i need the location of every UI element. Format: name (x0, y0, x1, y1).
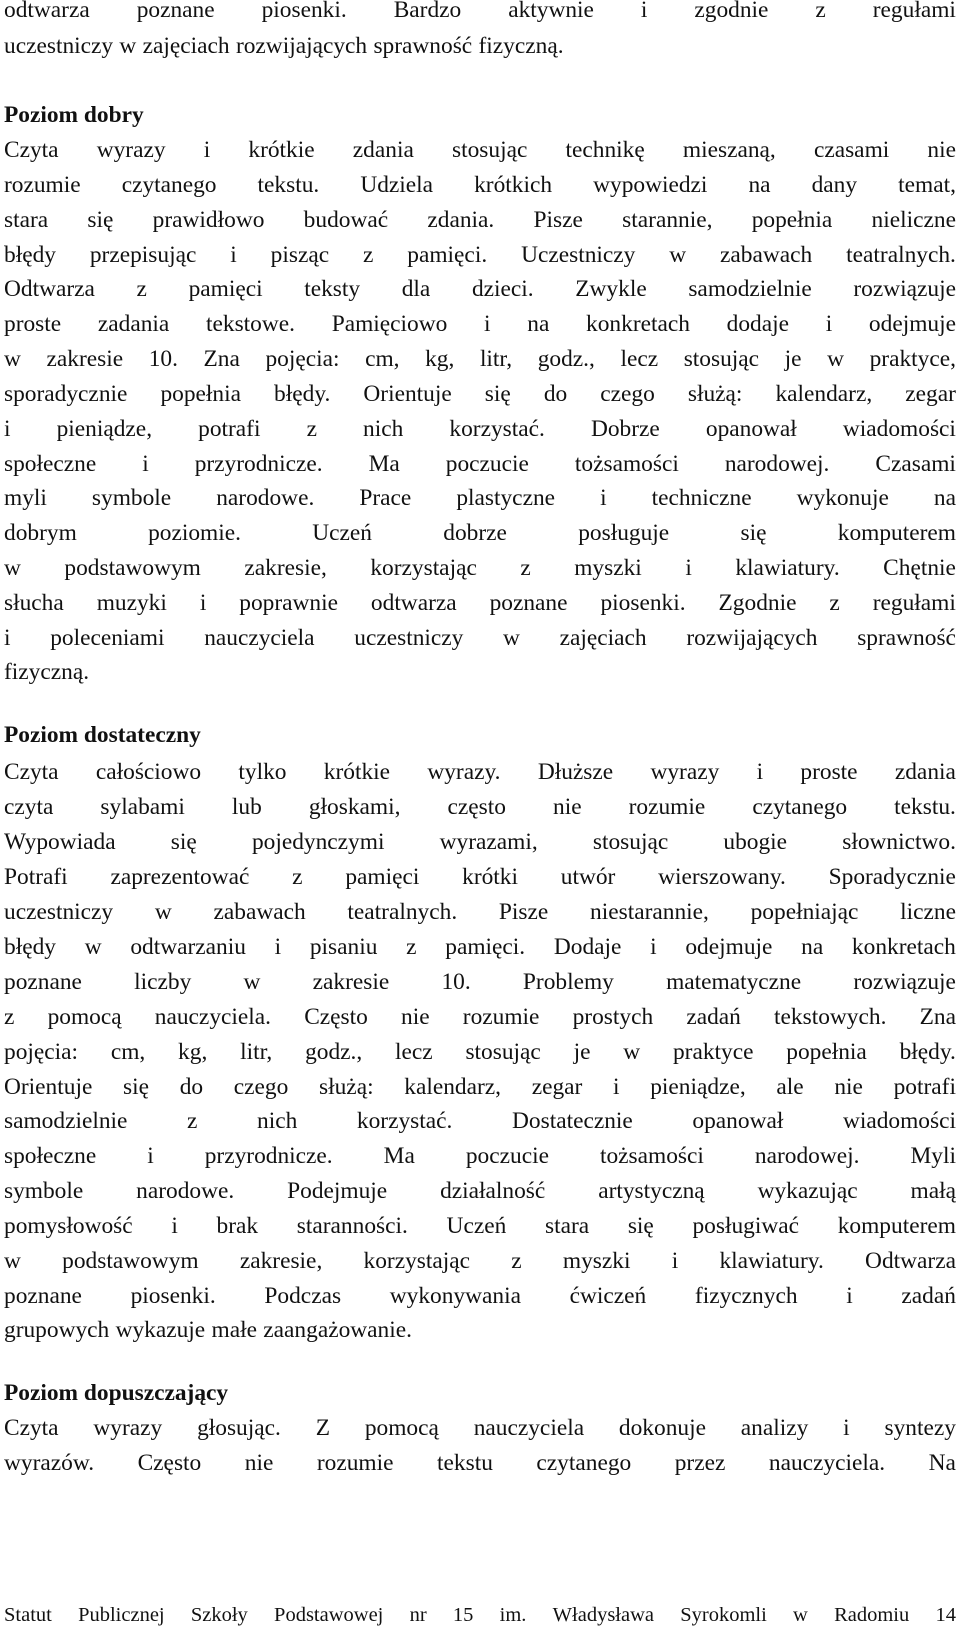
text-line: w zakresie 10. Zna pojęcia: cm, kg, litr, godz., lecz stosując je w praktyce, (4, 346, 956, 372)
text-line: grupowych wykazuje małe zaangażowanie. (4, 1317, 412, 1343)
text-line: poznane liczby w zakresie 10. Problemy matematyczne rozwiązuje (4, 969, 956, 995)
text-line: Wypowiada się pojedynczymi wyrazami, stosując ubogie słownictwo. (4, 829, 956, 855)
text-line: sporadycznie popełnia błędy. Orientuje się do czego służą: kalendarz, zegar (4, 381, 956, 407)
text-line: Odtwarza z pamięci teksty dla dzieci. Zwykle samodzielnie rozwiązuje (4, 276, 956, 302)
text-line: poznane piosenki. Podczas wykonywania ćwiczeń fizycznych i zadań (4, 1283, 956, 1309)
text-line: błędy przepisując i pisząc z pamięci. Uczestniczy w zabawach teatralnych. (4, 242, 956, 268)
text-line: Czyta wyrazy głosując. Z pomocą nauczyciela dokonuje analizy i syntezy (4, 1415, 956, 1441)
text-line: symbole narodowe. Podejmuje działalność artystyczną wykazując małą (4, 1178, 956, 1204)
text-line: społeczne i przyrodnicze. Ma poczucie tożsamości narodowej. Myli (4, 1143, 956, 1169)
text-line: pojęcia: cm, kg, litr, godz., lecz stosując je w praktyce popełnia błędy. (4, 1039, 956, 1065)
text-line: Czyta całościowo tylko krótkie wyrazy. Dłuższe wyrazy i proste zdania (4, 759, 956, 785)
text-line: samodzielnie z nich korzystać. Dostatecznie opanował wiadomości (4, 1108, 956, 1134)
text-line: myli symbole narodowe. Prace plastyczne i techniczne wykonuje na (4, 485, 956, 511)
text-line: uczestniczy w zajęciach rozwijających sprawność fizyczną. (4, 33, 564, 59)
heading-poziom-dopuszczajacy: Poziom dopuszczający (4, 1380, 229, 1406)
text-line: stara się prawidłowo budować zdania. Pisze starannie, popełnia nieliczne (4, 207, 956, 233)
page-footer: Statut Publicznej Szkoły Podstawowej nr 15 im. Władysława Syrokomli w Radomiu 14 (4, 1604, 956, 1626)
text-line: i pieniądze, potrafi z nich korzystać. Dobrze opanował wiadomości (4, 416, 956, 442)
text-line: rozumie czytanego tekstu. Udziela krótkich wypowiedzi na dany temat, (4, 172, 956, 198)
text-line: z pomocą nauczyciela. Często nie rozumie prostych zadań tekstowych. Zna (4, 1004, 956, 1030)
text-line: słucha muzyki i poprawnie odtwarza poznane piosenki. Zgodnie z regułami (4, 590, 956, 616)
text-line: Potrafi zaprezentować z pamięci krótki utwór wierszowany. Sporadycznie (4, 864, 956, 890)
text-line: wyrazów. Często nie rozumie tekstu czytanego przez nauczyciela. Na (4, 1450, 956, 1476)
text-line: dobrym poziomie. Uczeń dobrze posługuje się komputerem (4, 520, 956, 546)
text-line: w podstawowym zakresie, korzystając z myszki i klawiatury. Odtwarza (4, 1248, 956, 1274)
text-line: odtwarza poznane piosenki. Bardzo aktywnie i zgodnie z regułami (4, 0, 956, 23)
heading-poziom-dostateczny: Poziom dostateczny (4, 722, 201, 748)
text-line: uczestniczy w zabawach teatralnych. Pisze niestarannie, popełniając liczne (4, 899, 956, 925)
heading-poziom-dobry: Poziom dobry (4, 102, 144, 128)
text-line: proste zadania tekstowe. Pamięciowo i na konkretach dodaje i odejmuje (4, 311, 956, 337)
text-line: błędy w odtwarzaniu i pisaniu z pamięci. Dodaje i odejmuje na konkretach (4, 934, 956, 960)
text-line: Czyta wyrazy i krótkie zdania stosując technikę mieszaną, czasami nie (4, 137, 956, 163)
text-line: czyta sylabami lub głoskami, często nie rozumie czytanego tekstu. (4, 794, 956, 820)
text-line: społeczne i przyrodnicze. Ma poczucie tożsamości narodowej. Czasami (4, 451, 956, 477)
text-line: Orientuje się do czego służą: kalendarz, zegar i pieniądze, ale nie potrafi (4, 1074, 956, 1100)
text-line: fizyczną. (4, 659, 90, 685)
text-line: w podstawowym zakresie, korzystając z myszki i klawiatury. Chętnie (4, 555, 956, 581)
text-line: pomysłowość i brak staranności. Uczeń stara się posługiwać komputerem (4, 1213, 956, 1239)
text-line: i poleceniami nauczyciela uczestniczy w zajęciach rozwijających sprawność (4, 625, 956, 651)
